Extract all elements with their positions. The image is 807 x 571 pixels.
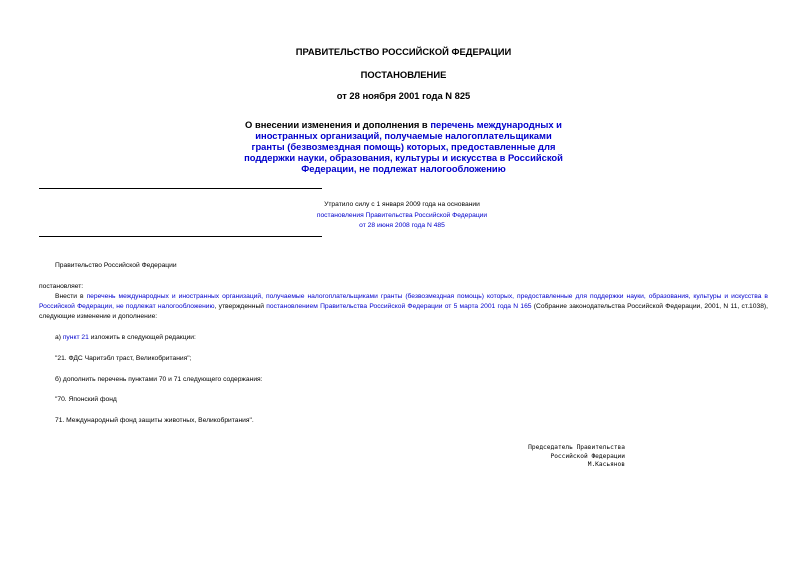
para-decree-link[interactable]: постановлением Правительства Российской Федерации от 5 марта 2001 года N 165 — [266, 303, 532, 311]
para-list-link[interactable]: перечень международных и иностранных организаций, получаемые налогоплательщиками гранты (безвозмездная помощь) которых, предоставленные для поддержки науки, образования, культуры и искусства в Российской Федерации, не подлежат налогообложению — [39, 293, 768, 311]
item-a-prefix: а) — [55, 334, 63, 341]
item-b: б) дополнить перечень пунктами 70 и 71 следующего содержания: — [55, 376, 263, 383]
signature-block — [470, 444, 625, 470]
item-a-point-link[interactable]: пункт 21 — [62, 334, 89, 341]
item-21: "21. ФДС Чаритэбл траст, Великобритания"; — [55, 355, 192, 362]
main-paragraph — [39, 292, 768, 323]
title-prefix: О внесении изменения и дополнения в — [245, 119, 431, 130]
para-mid: , утвержденный — [214, 303, 267, 311]
para-suffix: (Собрание законодательства Российской Федерации, 2001, N 11, ст.1038), следующие изменение и дополнение: — [39, 303, 769, 321]
repeal-note-text: Утратило силу с 1 января 2009 года на основании — [324, 201, 480, 208]
document-date-number: от 28 ноября 2001 года N 825 — [336, 90, 471, 101]
item-a-suffix: изложить в следующей редакции: — [88, 334, 196, 341]
repeal-note — [290, 200, 514, 232]
para-prefix: Внести в — [55, 293, 87, 300]
repeal-decree-link-line1[interactable]: постановления Правительства Российской Федерации — [316, 211, 488, 219]
divider-top — [39, 188, 322, 189]
item-71: 71. Международный фонд защиты животных, Великобритания". — [55, 417, 254, 424]
signature-position: Председатель Правительства — [528, 444, 625, 451]
item-70: "70. Японский фонд — [55, 396, 117, 403]
decrees-line: постановляет: — [39, 283, 84, 290]
government-heading: ПРАВИТЕЛЬСТВО РОССИЙСКОЙ ФЕДЕРАЦИИ — [295, 46, 512, 57]
government-line: Правительство Российской Федерации — [55, 262, 177, 269]
title-list-link[interactable]: перечень международных и иностранных организаций, получаемые налогоплательщиками гранты (безвозмездная помощь) которых, предоставленные для поддержки науки, образования, культуры и искусства в Российской Федерации, не подлежат налогообложению — [244, 119, 563, 174]
item-a — [55, 333, 196, 343]
repeal-decree-link-line2[interactable]: от 28 июня 2008 года N 485 — [359, 222, 445, 229]
document-title — [240, 119, 567, 174]
signature-org: Российской Федерации — [550, 452, 625, 460]
signature-name: М.Касьянов — [587, 461, 625, 468]
divider-bottom — [39, 236, 322, 237]
document-type-heading: ПОСТАНОВЛЕНИЕ — [360, 69, 447, 80]
